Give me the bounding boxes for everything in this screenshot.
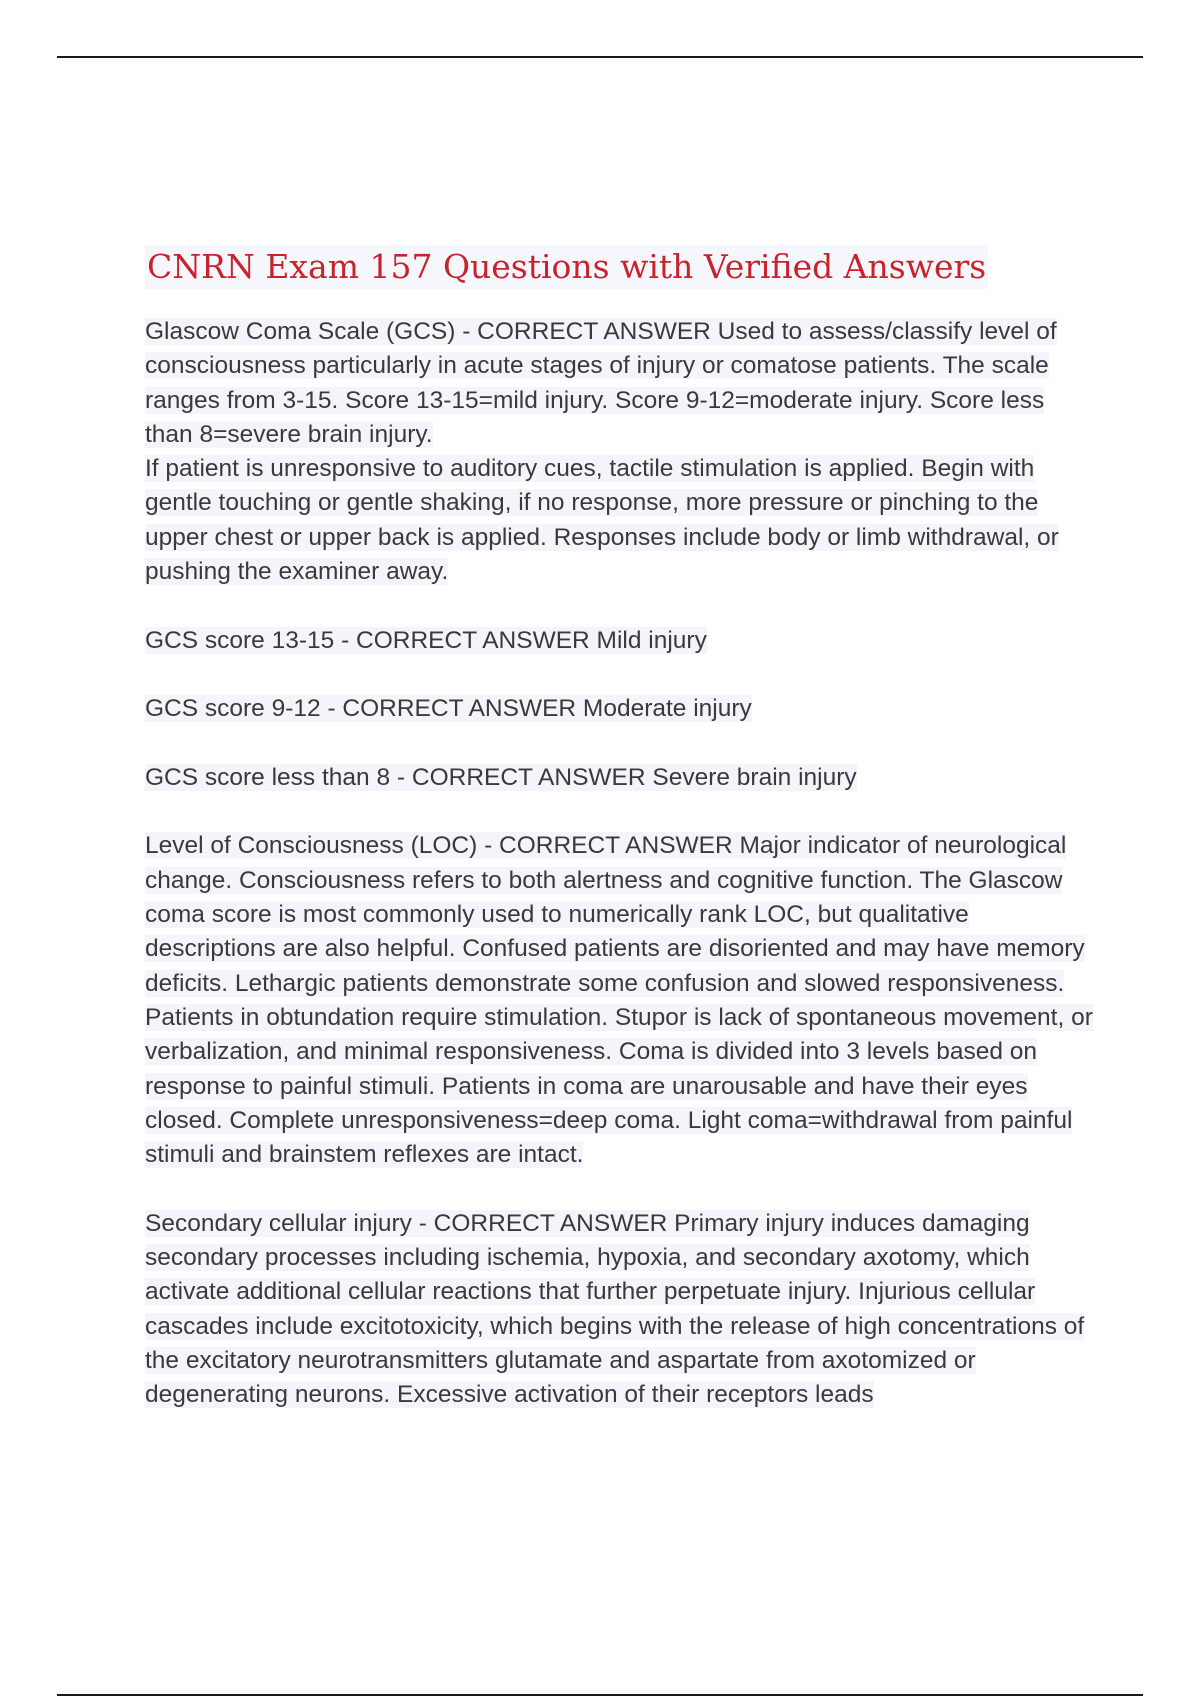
entry-text: GCS score 9-12 - CORRECT ANSWER Moderate injury — [145, 695, 752, 723]
entry-text: If patient is unresponsive to auditory cues, tactile stimulation is applied. Begin with gentle touching or gentle shaking, if no response, more pressure or pinching to the upper chest or upper back is applied. Responses include body or limb withdrawal, or pushing the examiner away. — [145, 455, 1059, 586]
qa-entry-secondary-injury — [145, 1207, 1095, 1413]
qa-entry-gcs-severe — [145, 761, 1095, 795]
entry-text: GCS score 13-15 - CORRECT ANSWER Mild injury — [145, 626, 707, 654]
entry-text: Level of Consciousness (LOC) - CORRECT ANSWER Major indicator of neurological change. Consciousness refers to both alertness and cognitive function. The Glascow coma score is most commonly used to numerically rank LOC, but qualitative descriptions are also helpful. Confused patients are disoriented and may have memory deficits. Lethargic patients demonstrate some confusion and slowed responsiveness. Patients in obtundation require stimulation. Stupor is lack of spontaneous movement, or verbalization, and minimal responsiveness. Coma is divided into 3 levels based on response to painful stimuli. Patients in coma are unarousable and have their eyes closed. Complete unresponsiveness=deep coma. Light coma=withdrawal from painful stimuli and brainstem reflexes are intact. — [145, 832, 1093, 1169]
qa-entry-loc — [145, 829, 1095, 1172]
entry-paragraph — [145, 624, 1095, 658]
document-title: CNRN Exam 157 Questions with Verified Answers — [145, 245, 988, 289]
qa-entry-gcs — [145, 315, 1095, 589]
entry-text: GCS score less than 8 - CORRECT ANSWER Severe brain injury — [145, 763, 857, 791]
entry-text: Glascow Coma Scale (GCS) - CORRECT ANSWER Used to assess/classify level of consciousness particularly in acute stages of injury or comatose patients. The scale ranges from 3-15. Score 13-15=mild injury. Score 9-12=moderate injury. Score less than 8=severe brain injury. — [145, 318, 1057, 448]
entry-paragraph — [145, 829, 1095, 1172]
entry-paragraph — [145, 315, 1095, 452]
qa-entry-gcs-mild — [145, 624, 1095, 658]
entry-text: Secondary cellular injury - CORRECT ANSWER Primary injury induces damaging secondary processes including ischemia, hypoxia, and secondary axotomy, which activate additional cellular reactions that further perpetuate injury. Injurious cellular cascades include excitotoxicity, which begins with the release of high concentrations of the excitatory neurotransmitters glutamate and aspartate from axotomized or degenerating neurons. Excessive activation of their receptors leads — [145, 1209, 1085, 1409]
qa-entry-gcs-moderate — [145, 692, 1095, 726]
entry-paragraph — [145, 761, 1095, 795]
document-body — [145, 245, 1095, 1447]
entry-paragraph — [145, 452, 1095, 589]
entry-paragraph — [145, 1207, 1095, 1413]
top-rule — [57, 56, 1143, 58]
entry-paragraph — [145, 692, 1095, 726]
bottom-rule — [57, 1694, 1143, 1696]
